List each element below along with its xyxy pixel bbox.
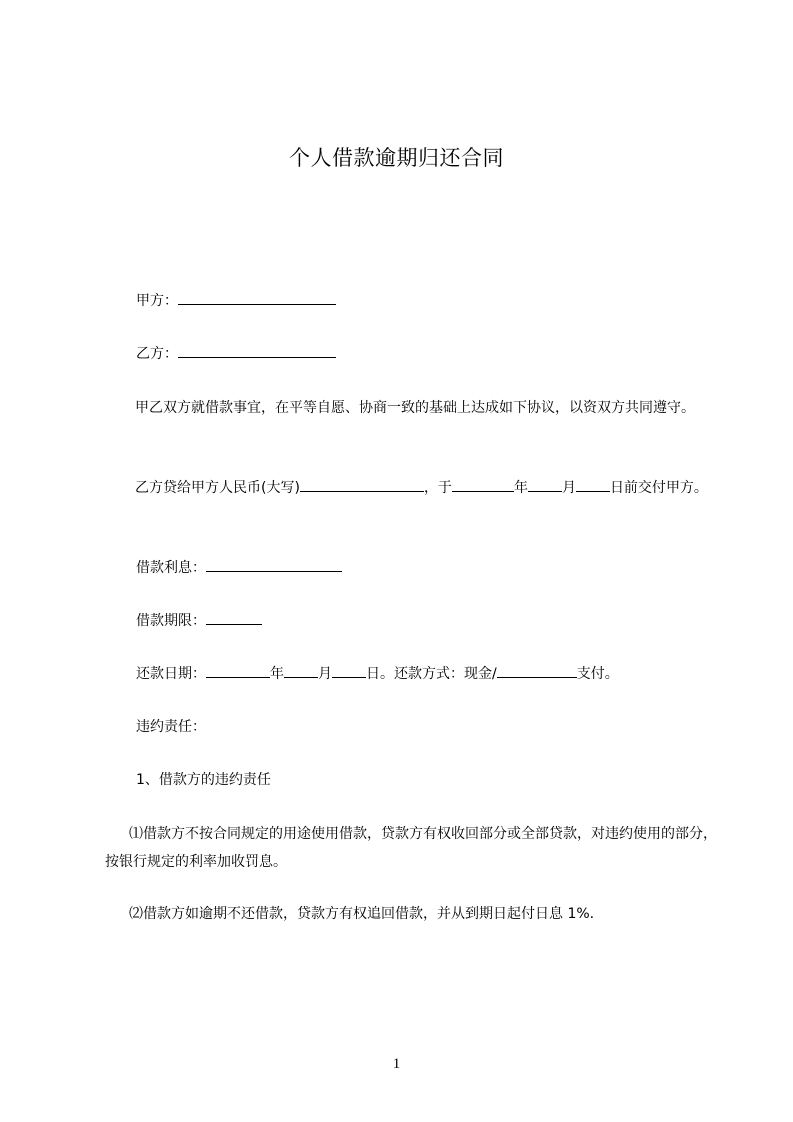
loan-amount-blank [300, 477, 424, 492]
party-a-line [136, 290, 336, 311]
party-a-blank [178, 290, 336, 305]
loan-month-blank [528, 477, 562, 492]
loan-year-blank [452, 477, 514, 492]
term-label: 借款期限： [136, 613, 206, 629]
repay-method-blank [497, 663, 577, 678]
repay-text-2: 年 [270, 666, 284, 682]
loan-clause-text-3: 年 [513, 480, 528, 496]
repay-text-3: 月 [318, 666, 332, 682]
repay-month-blank [284, 663, 318, 678]
liability-heading: 违约责任： [136, 719, 206, 735]
loan-clause-paragraph [105, 474, 725, 502]
clause-2-paragraph: ⑵借款方如逾期不还借款，贷款方有权追回借款，并从到期日起付日息 1%. [129, 906, 595, 922]
repay-line [136, 663, 619, 684]
term-line [136, 610, 262, 631]
loan-clause-text-4: 月 [561, 480, 576, 496]
interest-blank [206, 557, 342, 572]
repay-day-blank [332, 663, 366, 678]
intro-paragraph: 甲乙双方就借款事宜，在平等自愿、协商一致的基础上达成如下协议，以资双方共同遵守。 [135, 400, 695, 416]
loan-clause-text-1: 乙方贷给甲方人民币(大写) [135, 480, 300, 496]
party-b-blank [178, 343, 336, 358]
party-a-label: 甲方： [136, 293, 178, 309]
loan-day-blank [576, 477, 610, 492]
loan-clause-text-6: 甲方。 [665, 480, 708, 496]
loan-clause-text-2: ，于 [423, 480, 452, 496]
term-blank [206, 610, 262, 625]
page-number: 1 [392, 1056, 401, 1072]
clause-1-paragraph: ⑴借款方不按合同规定的用途使用借款，贷款方有权收回部分或全部贷款，对违约使用的部分，按银行规定的利率加收罚息。 [105, 826, 717, 870]
document-title: 个人借款逾期归还合同 [289, 146, 504, 170]
interest-label: 借款利息： [136, 560, 206, 576]
repay-text-5: 支付。 [576, 666, 619, 682]
party-b-label: 乙方： [136, 346, 178, 362]
repay-text-4: 日。还款方式：现金/ [366, 666, 497, 682]
loan-clause-text-5: 日前交付 [609, 480, 666, 496]
party-b-line [136, 343, 336, 364]
repay-year-blank [206, 663, 270, 678]
liability-item-1: 1、借款方的违约责任 [136, 772, 271, 788]
interest-line [136, 557, 342, 578]
repay-text-1: 还款日期： [136, 666, 206, 682]
